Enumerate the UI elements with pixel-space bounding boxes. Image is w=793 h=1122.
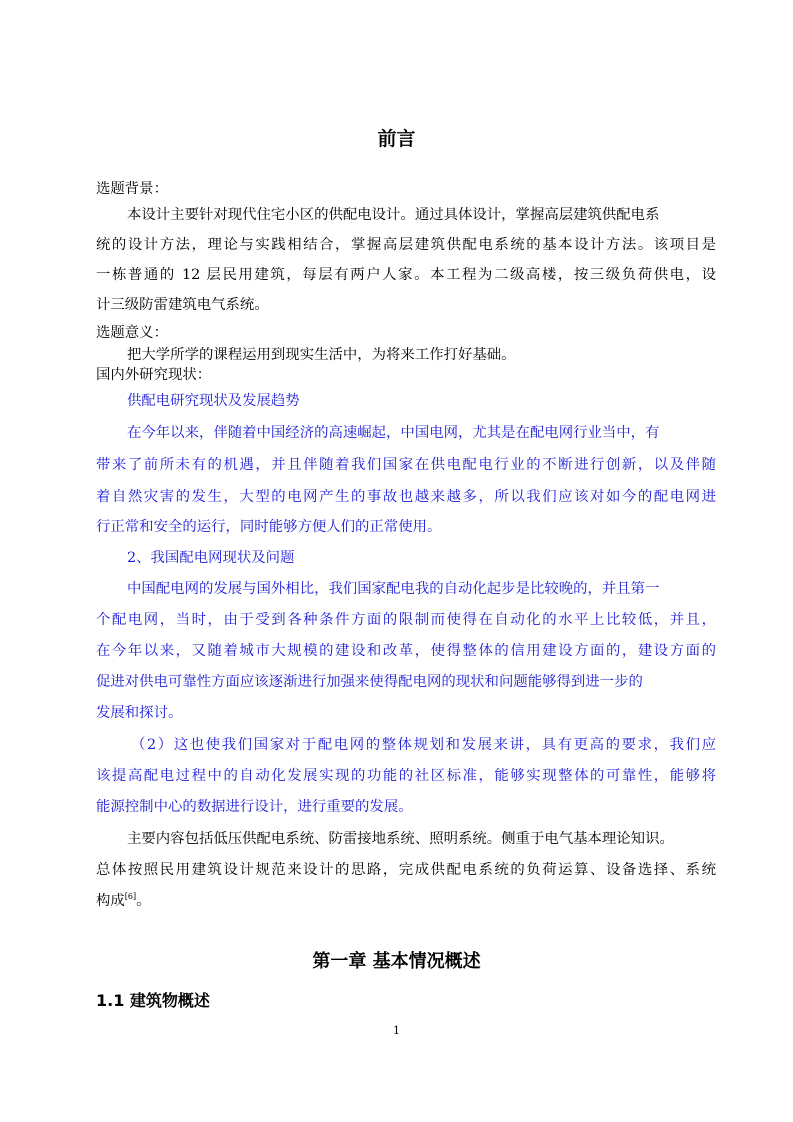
paragraph-line: 一栋普通的 12 层民用建筑，每层有两户人家。本工程为二级高楼，按三级负荷供电，设 [96, 267, 716, 283]
paragraph-line: （2）这也使我们国家对于配电网的整体规划和发展来讲，具有更高的要求，我们应 [131, 737, 716, 753]
section-label-research: 国内外研究现状： [96, 367, 212, 383]
paragraph-line: 总体按照民用建筑设计规范来设计的思路，完成供配电系统的负荷运算、设备选择、系统 [96, 862, 716, 878]
paragraph-line: 在今年以来，又随着城市大规模的建设和改革，使得整体的信用建设方面的，建设方面的 [96, 643, 716, 659]
paragraph-line: 行正常和安全的运行，同时能够方便人们的正常使用。 [96, 519, 442, 535]
chapter-title: 第一章 基本情况概述 [312, 951, 481, 972]
paragraph-line: 在今年以来，伴随着中国经济的高速崛起，中国电网，尤其是在配电网行业当中，有 [127, 425, 660, 441]
citation-ref: [6] [124, 892, 137, 902]
section-label-meaning: 选题意义： [96, 325, 168, 341]
paragraph-line: 该提高配电过程中的自动化发展实现的功能的社区标准，能够实现整体的可靠性，能够将 [96, 768, 716, 784]
paragraph-line: 计三级防雷建筑电气系统。 [96, 297, 269, 313]
paragraph-line: 本设计主要针对现代住宅小区的供配电设计。通过具体设计，掌握高层建筑供配电系 [127, 207, 660, 223]
paragraph-line: 中国配电网的发展与国外相比，我们国家配电我的自动化起步是比较晚的，并且第一 [127, 581, 660, 597]
paragraph-line: 能源控制中心的数据进行设计，进行重要的发展。 [96, 799, 413, 815]
page-number: 1 [393, 1024, 400, 1037]
paragraph-line: 发展和探讨。 [96, 705, 183, 721]
paragraph-line: 把大学所学的课程运用到现实生活中，为将来工作打好基础。 [127, 347, 516, 363]
section-title: 1.1 建筑物概述 [96, 991, 210, 1010]
paragraph-line: 主要内容包括低压供配电系统、防雷接地系统、照明系统。侧重于电气基本理论知识。 [127, 831, 674, 847]
research-heading: 供配电研究现状及发展趋势 [127, 393, 300, 409]
paragraph-line: 带来了前所未有的机遇，并且伴随着我们国家在供电配电行业的不断进行创新，以及伴随 [96, 457, 716, 473]
paragraph-line-last [96, 891, 151, 911]
research-heading: 2、我国配电网现状及问题 [127, 550, 295, 566]
section-label-background: 选题背景： [96, 181, 168, 197]
paragraph-text: 构成 [96, 893, 125, 909]
paragraph-line: 统的设计方法，理论与实践相结合，掌握高层建筑供配电系统的基本设计方法。该项目是 [96, 237, 716, 253]
paragraph-line: 个配电网，当时，由于受到各种条件方面的限制而使得在自动化的水平上比较低，并且， [96, 612, 716, 628]
end-mark: 。 [136, 893, 151, 909]
page-title: 前言 [377, 128, 416, 150]
paragraph-line: 促进对供电可靠性方面应该逐渐进行加强来使得配电网的现状和问题能够得到进一步的 [96, 674, 643, 690]
paragraph-line: 着自然灾害的发生，大型的电网产生的事故也越来越多，所以我们应该对如今的配电网进 [96, 489, 716, 505]
